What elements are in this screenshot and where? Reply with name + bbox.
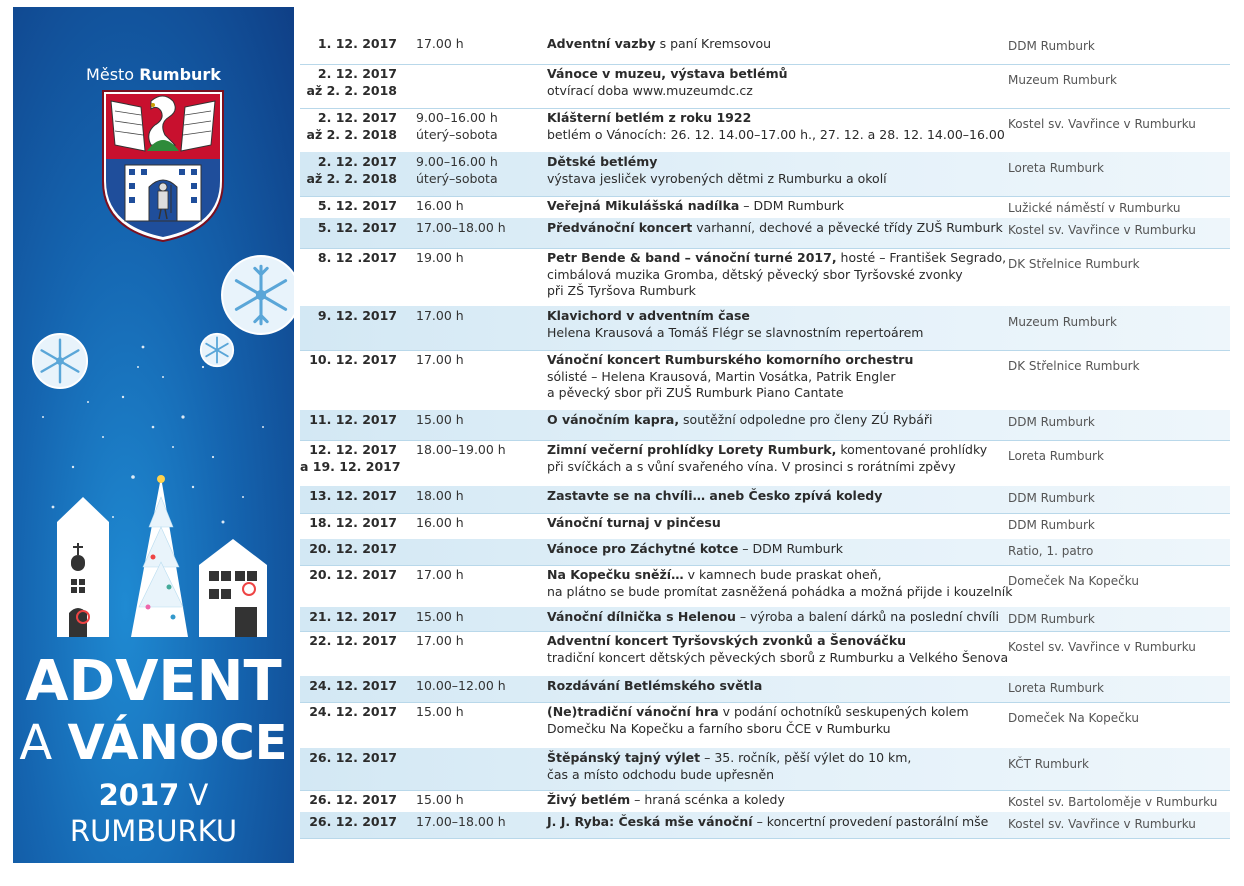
event-date (300, 110, 397, 143)
event-detail: – DDM Rumburk (739, 198, 844, 213)
event-date (300, 750, 397, 767)
event-date-line: 8. 12 .2017 (317, 250, 397, 265)
event-text-line (547, 66, 788, 83)
event-text-line (547, 369, 913, 386)
event-time (416, 515, 464, 532)
event-place: DDM Rumburk (1008, 415, 1095, 429)
event-row (300, 152, 1230, 197)
event-date-line: 24. 12. 2017 (309, 704, 397, 719)
event-date (300, 198, 397, 215)
event-row (300, 440, 1230, 487)
event-row (300, 812, 1230, 839)
event-place: Kostel sv. Vavřince v Rumburku (1008, 223, 1196, 237)
poster-title-vanoce: A VÁNOCE (19, 715, 288, 771)
event-row (300, 631, 1230, 677)
event-text-line (547, 352, 913, 369)
event-time (416, 792, 464, 809)
event-text-line (547, 633, 1008, 650)
poster-panel (13, 7, 294, 863)
event-date-line: a 19. 12. 2017 (300, 458, 401, 474)
poster-title-advent: ADVENT (25, 649, 282, 714)
event-time-line: 15.00 h (416, 704, 464, 719)
event-text-line (547, 385, 913, 402)
event-description (547, 66, 788, 99)
event-detail: na plátno se bude promítat zasněžená pohádka a možná přijde i kouzelník (547, 583, 1013, 599)
event-detail: s paní Kremsovou (655, 36, 772, 51)
event-place: DDM Rumburk (1008, 612, 1095, 626)
event-description (547, 750, 911, 783)
event-place: DDM Rumburk (1008, 518, 1095, 532)
event-description (547, 110, 1005, 143)
event-text-line (547, 308, 923, 325)
event-date (300, 678, 397, 695)
event-date (300, 412, 397, 429)
event-date-line: 24. 12. 2017 (309, 678, 397, 693)
event-detail: sólisté – Helena Krausová, Martin Vosátka, Patrik Engler (547, 368, 896, 384)
event-time (416, 220, 506, 237)
event-title: (Ne)tradiční vánoční hra (547, 704, 719, 719)
event-row (300, 565, 1230, 608)
event-title: Adventní vazby (547, 36, 656, 51)
event-time (416, 412, 464, 429)
coat-of-arms-icon (101, 89, 225, 243)
event-place: DDM Rumburk (1008, 491, 1095, 505)
event-time-line: 10.00–12.00 h (416, 678, 506, 693)
event-time-line: 17.00–18.00 h (416, 814, 506, 829)
event-detail: – 35. ročník, pěší výlet do 10 km, (700, 750, 912, 765)
event-time (416, 814, 506, 831)
event-time-line: 18.00–19.00 h (416, 442, 506, 457)
event-detail: – DDM Rumburk (738, 541, 843, 556)
event-place: Ratio, 1. patro (1008, 544, 1094, 558)
event-time-line: 17.00 h (416, 352, 464, 367)
event-date-line: 18. 12. 2017 (309, 515, 397, 530)
event-text-line (547, 220, 1003, 237)
event-detail: Helena Krausová a Tomáš Flégr se slavnostním repertoárem (547, 324, 924, 340)
event-place: DK Střelnice Rumburk (1008, 359, 1140, 373)
event-description (547, 633, 1008, 666)
event-date-line: až 2. 2. 2018 (306, 82, 397, 98)
event-text-line (547, 609, 999, 626)
event-time-line: úterý–sobota (416, 126, 498, 142)
event-row (300, 306, 1230, 351)
event-detail: tradiční koncert dětských pěveckých sborů z Rumburku a Velkého Šenova (547, 649, 1009, 665)
event-detail: v kamnech bude praskat oheň, (683, 567, 882, 582)
event-title: Živý betlém (547, 792, 631, 807)
event-date (300, 609, 397, 626)
event-title: Vánoční koncert Rumburského komorního orchestru (547, 352, 914, 367)
event-place: KČT Rumburk (1008, 757, 1089, 771)
event-date (300, 792, 397, 809)
event-date-line: 11. 12. 2017 (309, 412, 397, 427)
event-title: Adventní koncert Tyršovských zvonků a Šenováčku (547, 633, 907, 648)
event-time-line: 9.00–16.00 h (416, 110, 498, 125)
event-text-line (547, 488, 882, 505)
event-text-line (547, 250, 1006, 267)
event-text-line (547, 110, 1005, 127)
event-time-line: 16.00 h (416, 198, 464, 213)
event-time-line: 17.00–18.00 h (416, 220, 506, 235)
event-text-line (547, 83, 788, 100)
event-description (547, 541, 843, 558)
event-title: Štěpánský tajný výlet (547, 750, 701, 765)
event-date-line: 5. 12. 2017 (317, 198, 397, 213)
event-text-line (547, 127, 1005, 144)
event-row (300, 513, 1230, 540)
event-detail: – výroba a balení dárků na poslední chvíli (735, 609, 999, 624)
event-description (547, 814, 988, 831)
event-text-line (547, 412, 933, 429)
event-time (416, 442, 506, 459)
event-description (547, 36, 771, 53)
event-time (416, 250, 464, 267)
event-title: Zimní večerní prohlídky Lorety Rumburk, (547, 442, 837, 457)
event-detail: varhanní, dechové a pěvecké třídy ZUŠ Rumburk (692, 220, 1003, 235)
event-description (547, 442, 987, 475)
event-time-line: 16.00 h (416, 515, 464, 530)
event-row (300, 64, 1230, 109)
event-date-line: až 2. 2. 2018 (306, 126, 397, 142)
event-time (416, 633, 464, 650)
event-detail: Domečku Na Kopečku a farního sboru ČCE v Rumburku (547, 720, 891, 736)
event-detail: – hraná scénka a koledy (630, 792, 785, 807)
event-description (547, 609, 999, 626)
event-title: Vánoce pro Záchytné kotce (547, 541, 739, 556)
event-detail: cimbálová muzika Gromba, dětský pěvecký sbor Tyršovské zvonky (547, 266, 963, 282)
event-description (547, 704, 969, 737)
event-time-line: 9.00–16.00 h (416, 154, 498, 169)
event-title: Vánoční turnaj v pinčesu (547, 515, 721, 530)
event-time (416, 678, 506, 695)
event-place: Muzeum Rumburk (1008, 315, 1117, 329)
event-time (416, 308, 464, 325)
event-time (416, 567, 464, 584)
event-description (547, 198, 844, 215)
event-place: DK Střelnice Rumburk (1008, 257, 1140, 271)
event-detail: při svíčkách a s vůní svařeného vína. V prosinci s rorátními zpěvy (547, 458, 956, 474)
event-text-line (547, 459, 987, 476)
event-row (300, 196, 1230, 219)
event-title: Klášterní betlém z roku 1922 (547, 110, 752, 125)
event-text-line (547, 198, 844, 215)
event-time (416, 609, 464, 626)
event-date-line: 20. 12. 2017 (309, 541, 397, 556)
event-date (300, 567, 397, 584)
event-date (300, 250, 397, 267)
event-row (300, 34, 1230, 65)
event-date (300, 154, 397, 187)
event-date (300, 352, 397, 369)
event-detail: čas a místo odchodu bude upřesněn (547, 766, 775, 782)
village-scene-icon (13, 467, 294, 647)
event-description (547, 678, 762, 695)
event-row (300, 539, 1230, 566)
event-detail: soutěžní odpoledne pro členy ZÚ Rybáři (679, 412, 933, 427)
event-row (300, 248, 1230, 307)
event-date (300, 541, 397, 558)
event-time-line: 15.00 h (416, 609, 464, 624)
event-text-line (547, 678, 762, 695)
event-time-line: 15.00 h (416, 412, 464, 427)
event-time-line: 17.00 h (416, 308, 464, 323)
event-date-line: 13. 12. 2017 (309, 488, 397, 503)
event-title: Veřejná Mikulášská nadílka (547, 198, 740, 213)
event-date (300, 633, 397, 650)
event-time-line: úterý–sobota (416, 170, 498, 186)
event-time-line: 18.00 h (416, 488, 464, 503)
event-title: Předvánoční koncert (547, 220, 693, 235)
event-text-line (547, 767, 911, 784)
event-time (416, 110, 498, 143)
event-detail: při ZŠ Tyršova Rumburk (547, 283, 696, 298)
event-date-line: až 2. 2. 2018 (306, 170, 397, 186)
event-description (547, 792, 785, 809)
event-time (416, 352, 464, 369)
event-description (547, 488, 882, 505)
event-detail: betlém o Vánocích: 26. 12. 14.00–17.00 h., 27. 12. a 28. 12. 14.00–16.00 (547, 126, 1005, 142)
event-place: Domeček Na Kopečku (1008, 711, 1139, 725)
event-text-line (547, 36, 771, 53)
event-date-line: 9. 12. 2017 (317, 308, 397, 323)
event-date-line: 26. 12. 2017 (309, 750, 397, 765)
event-date-line: 21. 12. 2017 (309, 609, 397, 624)
event-date (300, 515, 397, 532)
event-description (547, 412, 933, 429)
event-place: Loreta Rumburk (1008, 681, 1104, 695)
event-time (416, 36, 464, 53)
event-title: Dětské betlémy (547, 154, 658, 169)
event-date (300, 66, 397, 99)
event-description (547, 250, 1006, 300)
event-description (547, 308, 923, 341)
event-time (416, 154, 498, 187)
event-date-line: 26. 12. 2017 (309, 792, 397, 807)
event-place: Loreta Rumburk (1008, 449, 1104, 463)
event-text-line (547, 541, 843, 558)
town-name: Město Rumburk (86, 65, 221, 84)
event-date-line: 26. 12. 2017 (309, 814, 397, 829)
event-text-line (547, 283, 1006, 300)
event-detail: – koncertní provedení pastorální mše (752, 814, 989, 829)
event-date-line: 2. 12. 2017 (317, 66, 397, 81)
event-row (300, 790, 1230, 813)
event-row (300, 486, 1230, 514)
event-text-line (547, 171, 887, 188)
event-detail: hosté – František Segrado, (836, 250, 1007, 265)
event-row (300, 218, 1230, 249)
event-detail: výstava jesliček vyrobených dětmi z Rumburku a okolí (547, 170, 887, 186)
event-date-line: 2. 12. 2017 (317, 154, 397, 169)
event-text-line (547, 267, 1006, 284)
event-place: Loreta Rumburk (1008, 161, 1104, 175)
event-row (300, 108, 1230, 153)
event-description (547, 352, 913, 402)
event-text-line (547, 567, 1013, 584)
event-date-line: 5. 12. 2017 (317, 220, 397, 235)
event-time-line: 19.00 h (416, 250, 464, 265)
event-time-line: 15.00 h (416, 792, 464, 807)
event-row (300, 748, 1230, 791)
event-date (300, 442, 401, 475)
event-time-line: 17.00 h (416, 633, 464, 648)
event-place: Kostel sv. Bartoloměje v Rumburku (1008, 795, 1218, 809)
event-time-line: 17.00 h (416, 36, 464, 51)
event-text-line (547, 721, 969, 738)
event-time (416, 198, 464, 215)
event-detail: otvírací doba www.muzeumdc.cz (547, 82, 753, 98)
event-title: O vánočním kapra, (547, 412, 680, 427)
event-detail: a pěvecký sbor při ZUŠ Rumburk Piano Cantate (547, 385, 844, 400)
event-place: Kostel sv. Vavřince v Rumburku (1008, 640, 1196, 654)
event-description (547, 220, 1003, 237)
event-date-line: 20. 12. 2017 (309, 567, 397, 582)
event-detail: v podání ochotníků seskupených kolem (718, 704, 969, 719)
event-title: Klavichord v adventním čase (547, 308, 750, 323)
event-date (300, 704, 397, 721)
event-row (300, 607, 1230, 632)
event-row (300, 702, 1230, 749)
event-time-line: 17.00 h (416, 567, 464, 582)
event-title: Rozdávání Betlémského světla (547, 678, 763, 693)
event-date-line: 1. 12. 2017 (317, 36, 397, 51)
event-place: Kostel sv. Vavřince v Rumburku (1008, 817, 1196, 831)
event-time (416, 704, 464, 721)
event-title: J. J. Ryba: Česká mše vánoční (547, 814, 753, 829)
event-title: Zastavte se na chvíli… aneb Česko zpívá koledy (547, 488, 883, 503)
event-text-line (547, 704, 969, 721)
event-text-line (547, 814, 988, 831)
event-row (300, 676, 1230, 703)
event-title: Petr Bende & band – vánoční turné 2017, (547, 250, 837, 265)
event-text-line (547, 750, 911, 767)
event-date-line: 10. 12. 2017 (309, 352, 397, 367)
event-place: DDM Rumburk (1008, 39, 1095, 53)
event-text-line (547, 325, 923, 342)
event-text-line (547, 515, 721, 532)
event-place: Domeček Na Kopečku (1008, 574, 1139, 588)
event-time (416, 488, 464, 505)
poster-title-year: 2017 V RUMBURKU (69, 778, 238, 848)
event-row (300, 410, 1230, 441)
event-description (547, 515, 721, 532)
event-text-line (547, 792, 785, 809)
event-date (300, 814, 397, 831)
event-row (300, 350, 1230, 411)
event-description (547, 154, 887, 187)
event-detail: komentované prohlídky (836, 442, 988, 457)
event-text-line (547, 442, 987, 459)
event-title: Vánoce v muzeu, výstava betlémů (547, 66, 788, 81)
event-date (300, 220, 397, 237)
event-place: Muzeum Rumburk (1008, 73, 1117, 87)
event-place: Kostel sv. Vavřince v Rumburku (1008, 117, 1196, 131)
event-description (547, 567, 1013, 600)
event-text-line (547, 650, 1008, 667)
event-place: Lužické náměstí v Rumburku (1008, 201, 1181, 215)
event-title: Vánoční dílnička s Helenou (547, 609, 736, 624)
event-date-line: 2. 12. 2017 (317, 110, 397, 125)
event-date (300, 308, 397, 325)
event-title: Na Kopečku sněží… (547, 567, 684, 582)
event-date (300, 488, 397, 505)
event-text-line (547, 154, 887, 171)
event-date-line: 12. 12. 2017 (309, 442, 397, 457)
event-date (300, 36, 397, 53)
event-text-line (547, 584, 1013, 601)
event-date-line: 22. 12. 2017 (309, 633, 397, 648)
